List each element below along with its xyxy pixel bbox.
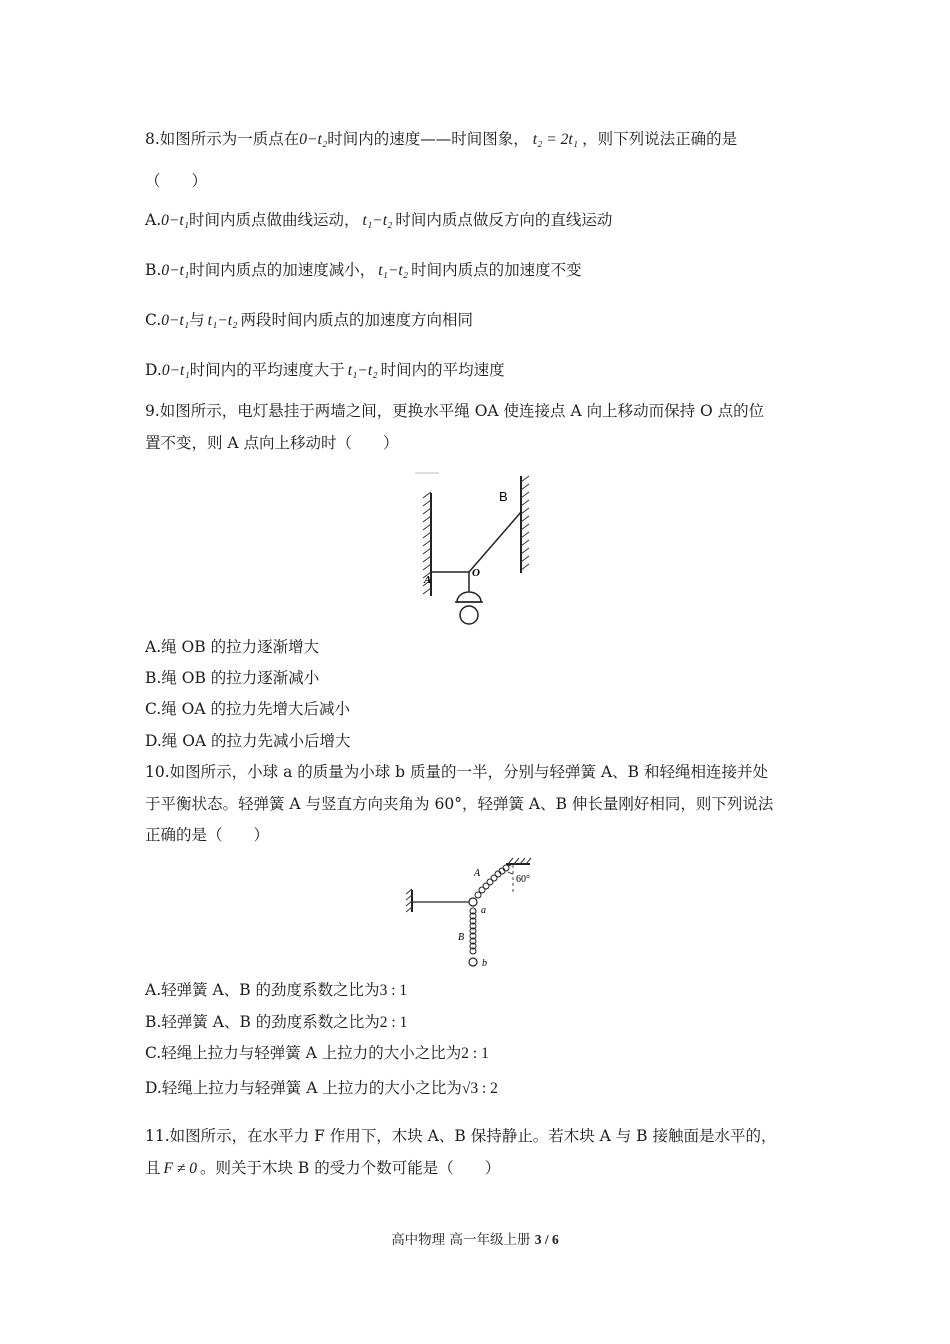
option-text: 时间内质点做反方向的直线运动 <box>395 211 613 229</box>
option-text: 两段时间内质点的加速度方向相同 <box>240 311 474 329</box>
ball-a-icon <box>469 898 477 906</box>
q8-math: t₂ = 2t₁ <box>532 131 579 148</box>
q8-math: 0−t₂ <box>299 131 328 148</box>
q10-stem-line2: 于平衡状态。轻弹簧 A 与竖直方向夹角为 60°，轻弹簧 A、B 伸长量刚好相同，则下列说法 <box>145 795 774 813</box>
label-ball-a: a <box>481 905 486 916</box>
option-text: C.轻绳上拉力与轻弹簧 A 上拉力的大小之比为 <box>145 1044 462 1062</box>
spring-b-icon <box>470 908 476 954</box>
q9-option-b: B.绳 OB 的拉力逐渐减小 <box>145 669 320 687</box>
spring-a-icon <box>475 864 513 898</box>
lamp-bulb-icon <box>460 606 478 624</box>
q10-option-c <box>145 1042 489 1065</box>
label-spring-a: A <box>474 868 481 879</box>
page-footer <box>0 1228 950 1248</box>
q11-math: F ≠ 0 <box>163 1160 197 1177</box>
angle-label: 60° <box>516 874 530 885</box>
rope-ob <box>469 512 521 572</box>
right-wall-hatch <box>521 476 529 570</box>
option-text: 时间内质点做曲线运动， <box>189 211 360 229</box>
option-text: B.轻弹簧 A、B 的劲度系数之比为 <box>145 1013 380 1031</box>
q9-option-a: A.绳 OB 的拉力逐渐增大 <box>145 638 320 656</box>
option-math: t₁−t₂ <box>378 262 409 279</box>
q9-option-d: D.绳 OA 的拉力先减小后增大 <box>145 732 351 750</box>
q10-option-d <box>145 1077 498 1100</box>
q10-option-b <box>145 1011 407 1034</box>
q11-stem-text: 。则关于木块 B 的受力个数可能是（ ） <box>200 1159 501 1177</box>
q8-stem-text: ，则下列说法正确的是 <box>582 130 738 148</box>
option-letter: D. <box>145 361 162 379</box>
option-math: t₁−t₂ <box>362 212 393 229</box>
q8-stem <box>145 128 737 151</box>
option-text: 与 <box>189 311 205 329</box>
option-math: 0−t₁ <box>161 362 190 379</box>
q8-option-b <box>145 259 582 282</box>
option-text: 时间内的平均速度 <box>380 361 505 379</box>
option-text: 时间内质点的加速度减小， <box>189 261 376 279</box>
option-letter: C. <box>145 311 162 329</box>
option-ratio: √3 : 2 <box>461 1080 498 1097</box>
footer-text: 高中物理 高一年级上册 <box>391 1232 535 1248</box>
q8-option-d <box>145 359 505 382</box>
page-number: 3 / 6 <box>534 1232 559 1247</box>
q9-stem-line2: 置不变，则 A 点向上移动时（ ） <box>145 434 399 452</box>
q9-lamp-figure <box>405 468 540 633</box>
q8-stem-text: 时间内的速度——时间图象， <box>327 130 529 148</box>
option-ratio: 2 : 1 <box>461 1045 489 1062</box>
option-ratio: 2 : 1 <box>379 1014 408 1031</box>
option-math: t₁−t₂ <box>207 312 238 329</box>
q10-spring-figure <box>400 852 560 976</box>
option-text: A.轻弹簧 A、B 的劲度系数之比为 <box>145 981 380 999</box>
q8-option-c <box>145 309 473 332</box>
option-math: 0−t₁ <box>161 262 190 279</box>
option-letter: B. <box>145 261 162 279</box>
q11-stem-text: 且 <box>145 1159 161 1177</box>
option-math: 0−t₁ <box>161 212 190 229</box>
lamp-shade-icon <box>457 592 481 602</box>
option-math: t₁−t₂ <box>347 362 378 379</box>
q8-stem-text: 8.如图所示为一质点在 <box>145 130 300 148</box>
label-ball-b: b <box>482 958 487 969</box>
q8-option-a <box>145 209 612 232</box>
ball-b-icon <box>469 958 477 966</box>
option-text: 时间内质点的加速度不变 <box>411 261 582 279</box>
q8-paren: （ ） <box>145 172 208 190</box>
q11-stem-line2 <box>145 1157 500 1180</box>
option-ratio: 3 : 1 <box>379 982 408 999</box>
angle-arc <box>508 872 513 874</box>
option-math: 0−t₁ <box>161 312 190 329</box>
q10-option-a <box>145 979 407 1002</box>
label-spring-b: B <box>458 932 465 943</box>
option-text: D.轻绳上拉力与轻弹簧 A 上拉力的大小之比为 <box>145 1079 462 1097</box>
q10-stem-line3: 正确的是（ ） <box>145 826 270 844</box>
label-a: A <box>424 574 432 586</box>
label-b: B <box>499 489 508 504</box>
q9-option-c: C.绳 OA 的拉力先增大后减小 <box>145 700 350 718</box>
q11-stem-line1: 11.如图所示，在水平力 F 作用下，木块 A、B 保持静止。若木块 A 与 B 接触面是水平的， <box>145 1127 777 1145</box>
option-text: 时间内的平均速度大于 <box>189 361 345 379</box>
option-letter: A. <box>145 211 162 229</box>
q9-stem-line1: 9.如图所示，电灯悬挂于两墙之间，更换水平绳 OA 使连接点 A 向上移动而保持 O 点的位 <box>145 402 765 420</box>
q10-stem-line1: 10.如图所示，小球 a 的质量为小球 b 质量的一半，分别与轻弹簧 A、B 和轻绳相连接并处 <box>145 763 768 781</box>
label-o: O <box>472 567 480 579</box>
